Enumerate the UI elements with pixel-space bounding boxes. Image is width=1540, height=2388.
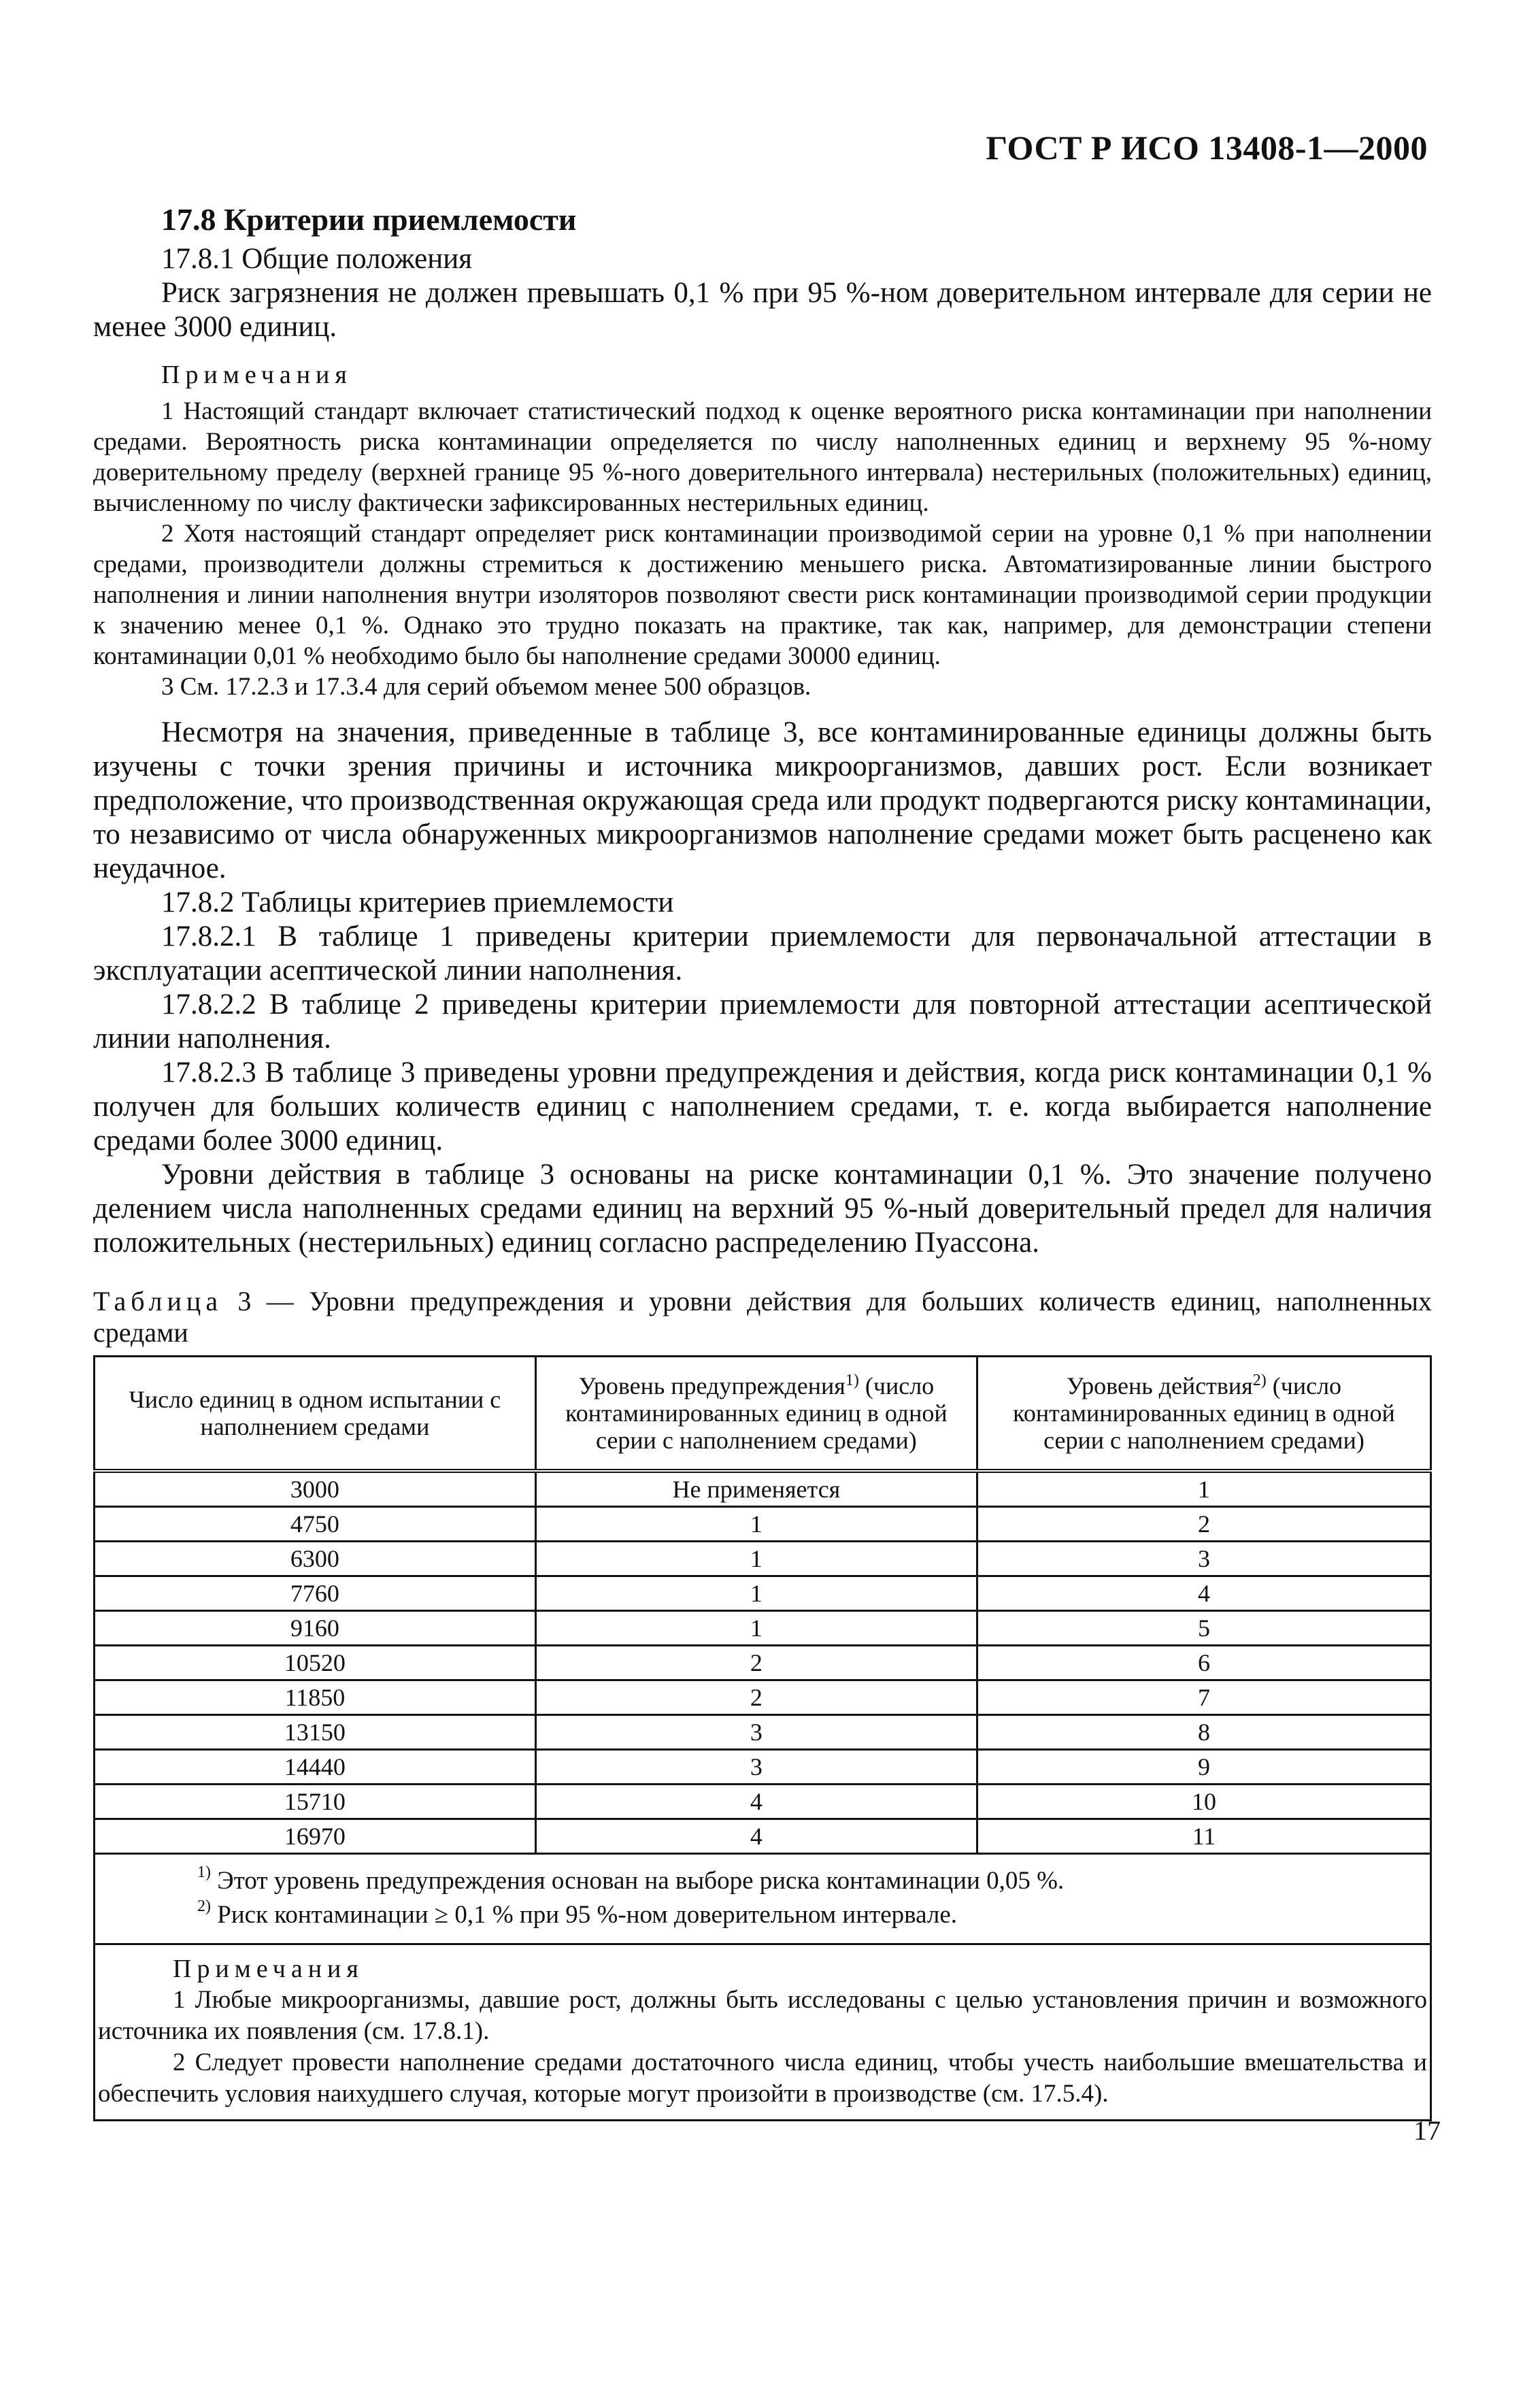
footnote: $^{2)}$ Риск контаминации ≥ 0,1 % при 95 %-ном доверительном интервале. (197, 1897, 957, 1929)
cell-action-level: 8 (977, 1715, 1430, 1750)
cell-action-level: 2 (977, 1507, 1430, 1542)
table-notes-row (95, 1944, 1431, 2121)
cell-action-level: 4 (977, 1576, 1430, 1611)
cell-units: 4750 (95, 1507, 536, 1542)
header-action-level: Уровень действия$^{2)}$ (число контаминированных единиц в одной серии с наполнением средами) (977, 1357, 1430, 1472)
table-row (95, 1471, 1431, 1507)
note-item: 3 См. 17.2.3 и 17.3.4 для серий объемом менее 500 образцов. (161, 673, 811, 701)
paragraph: 17.8.2.3 В таблице 3 приведены уровни предупреждения и действия, когда риск контаминации 0,1 % получен для больших количеств единиц с наполнением средами, т. е. когда выбирается наполнение средами более 3000 единиц. (93, 1057, 1432, 1157)
cell-units: 13150 (95, 1715, 536, 1750)
cell-units: 6300 (95, 1542, 536, 1576)
cell-alert-level: 4 (535, 1819, 977, 1854)
cell-alert-level: 1 (535, 1576, 977, 1611)
paragraph: Несмотря на значения, приведенные в таблице 3, все контаминированные единицы должны быть изучены с точки зрения причины и источника микроорганизмов, давших рост. Если возникает предположение, что производственная окружающая среда или продукт подвергаются риску контаминации, то независимо от числа обнаруженных микроорганизмов наполнение средами может быть расценено как неудачное. (93, 716, 1432, 884)
cell-alert-level: 1 (535, 1611, 977, 1646)
paragraph: 17.8.2.1 В таблице 1 приведены критерии приемлемости для первоначальной аттестации в эксплуатации асептической линии наполнения. (93, 921, 1432, 986)
cell-alert-level: 2 (535, 1646, 977, 1680)
table-note: 1 Любые микроорганизмы, давшие рост, должны быть исследованы с целью установления причин и возможного источника их появления (см. 17.8.1). (98, 1986, 1427, 2045)
cell-alert-level: 3 (535, 1715, 977, 1750)
cell-units: 11850 (95, 1680, 536, 1715)
main-content (93, 203, 1432, 2121)
table-row (95, 1507, 1431, 1542)
cell-action-level: 11 (977, 1819, 1430, 1854)
table-row (95, 1785, 1431, 1819)
notes-label: Примечания (161, 361, 352, 389)
table-body (95, 1471, 1431, 1854)
cell-units: 3000 (95, 1471, 536, 1507)
note-item: 1 Настоящий стандарт включает статистический подход к оценке вероятного риска контаминации при наполнении средами. Вероятность риска контаминации определяется по числу наполненных единиц и верхнему 95 %-ному доверительному пределу (верхней границе 95 %-ного доверительного интервала) нестерильных (положительных) единиц, вычисленному по числу фактически зафиксированных нестерильных единиц. (93, 397, 1432, 517)
table-row (95, 1715, 1431, 1750)
levels-table (93, 1355, 1432, 2121)
footnotes-row (95, 1854, 1431, 1944)
table-notes-cell (95, 1944, 1431, 2121)
cell-action-level: 5 (977, 1611, 1430, 1646)
cell-units: 10520 (95, 1646, 536, 1680)
cell-action-level: 9 (977, 1750, 1430, 1785)
table-caption-label: Таблица (93, 1286, 223, 1316)
cell-units: 9160 (95, 1611, 536, 1646)
table-row (95, 1576, 1431, 1611)
cell-alert-level: 1 (535, 1507, 977, 1542)
paragraph: Риск загрязнения не должен превышать 0,1 % при 95 %-ном доверительном интервале для серии не менее 3000 единиц. (93, 277, 1432, 343)
cell-action-level: 6 (977, 1646, 1430, 1680)
table-note: 2 Следует провести наполнение средами достаточного числа единиц, чтобы учесть наибольшие вмешательства и обеспечить условия наихудшего случая, которые могут произойти в производстве (см. 17.5.4). (98, 2049, 1427, 2108)
cell-alert-level: 3 (535, 1750, 977, 1785)
table-row (95, 1611, 1431, 1646)
paragraph: Уровни действия в таблице 3 основаны на риске контаминации 0,1 %. Это значение получено делением числа наполненных средами единиц на верхний 95 %-ный доверительный предел для наличия положительных (нестерильных) единиц согласно распределению Пуассона. (93, 1159, 1432, 1259)
table-row (95, 1750, 1431, 1785)
subsection-title: 17.8.2 Таблицы критериев приемлемости (161, 886, 674, 918)
note-item: 2 Хотя настоящий стандарт определяет риск контаминации производимой серии на уровне 0,1 % при наполнении средами, производители должны стремиться к достижению меньшего риска. Автоматизированные линии быстрого наполнения и линии наполнения внутри изоляторов позволяют свести риск контаминации производимой серии продукции к значению менее 0,1 %. Однако это трудно показать на практике, так как, например, для демонстрации степени контаминации 0,01 % необходимо было бы наполнение средами 30000 единиц. (93, 520, 1432, 670)
cell-action-level: 10 (977, 1785, 1430, 1819)
table-row (95, 1646, 1431, 1680)
subsection-title: 17.8.1 Общие положения (161, 243, 473, 275)
paragraph: 17.8.2.2 В таблице 2 приведены критерии приемлемости для повторной аттестации асептической линии наполнения. (93, 989, 1432, 1055)
page-number: 17 (1413, 2115, 1441, 2146)
footnotes-cell (95, 1854, 1431, 1944)
header-alert-level: Уровень предупреждения$^{1)}$ (число контаминированных единиц в одной серии с наполнением средами) (535, 1357, 977, 1472)
footnote: $^{1)}$ Этот уровень предупреждения основан на выборе риска контаминации 0,05 %. (197, 1863, 1065, 1895)
table-caption-text: 3 — Уровни предупреждения и уровни действия для больших количеств единиц, наполненных средами (93, 1286, 1433, 1348)
cell-units: 7760 (95, 1576, 536, 1611)
header-units: Число единиц в одном испытании с наполнением средами (95, 1357, 536, 1472)
section-title: 17.8 Критерии приемлемости (161, 202, 577, 237)
table-header-row (95, 1357, 1431, 1472)
table-notes-label: Примечания (173, 1955, 364, 1983)
cell-action-level: 3 (977, 1542, 1430, 1576)
cell-alert-level: 1 (535, 1542, 977, 1576)
standard-header: ГОСТ Р ИСО 13408-1—2000 (986, 129, 1428, 167)
cell-alert-level: 4 (535, 1785, 977, 1819)
cell-units: 16970 (95, 1819, 536, 1854)
table-row (95, 1542, 1431, 1576)
cell-units: 14440 (95, 1750, 536, 1785)
table-caption (93, 1286, 1432, 1348)
cell-action-level: 7 (977, 1680, 1430, 1715)
cell-alert-level: Не применяется (535, 1471, 977, 1507)
cell-action-level: 1 (977, 1471, 1430, 1507)
table-row (95, 1819, 1431, 1854)
table-row (95, 1680, 1431, 1715)
cell-alert-level: 2 (535, 1680, 977, 1715)
cell-units: 15710 (95, 1785, 536, 1819)
